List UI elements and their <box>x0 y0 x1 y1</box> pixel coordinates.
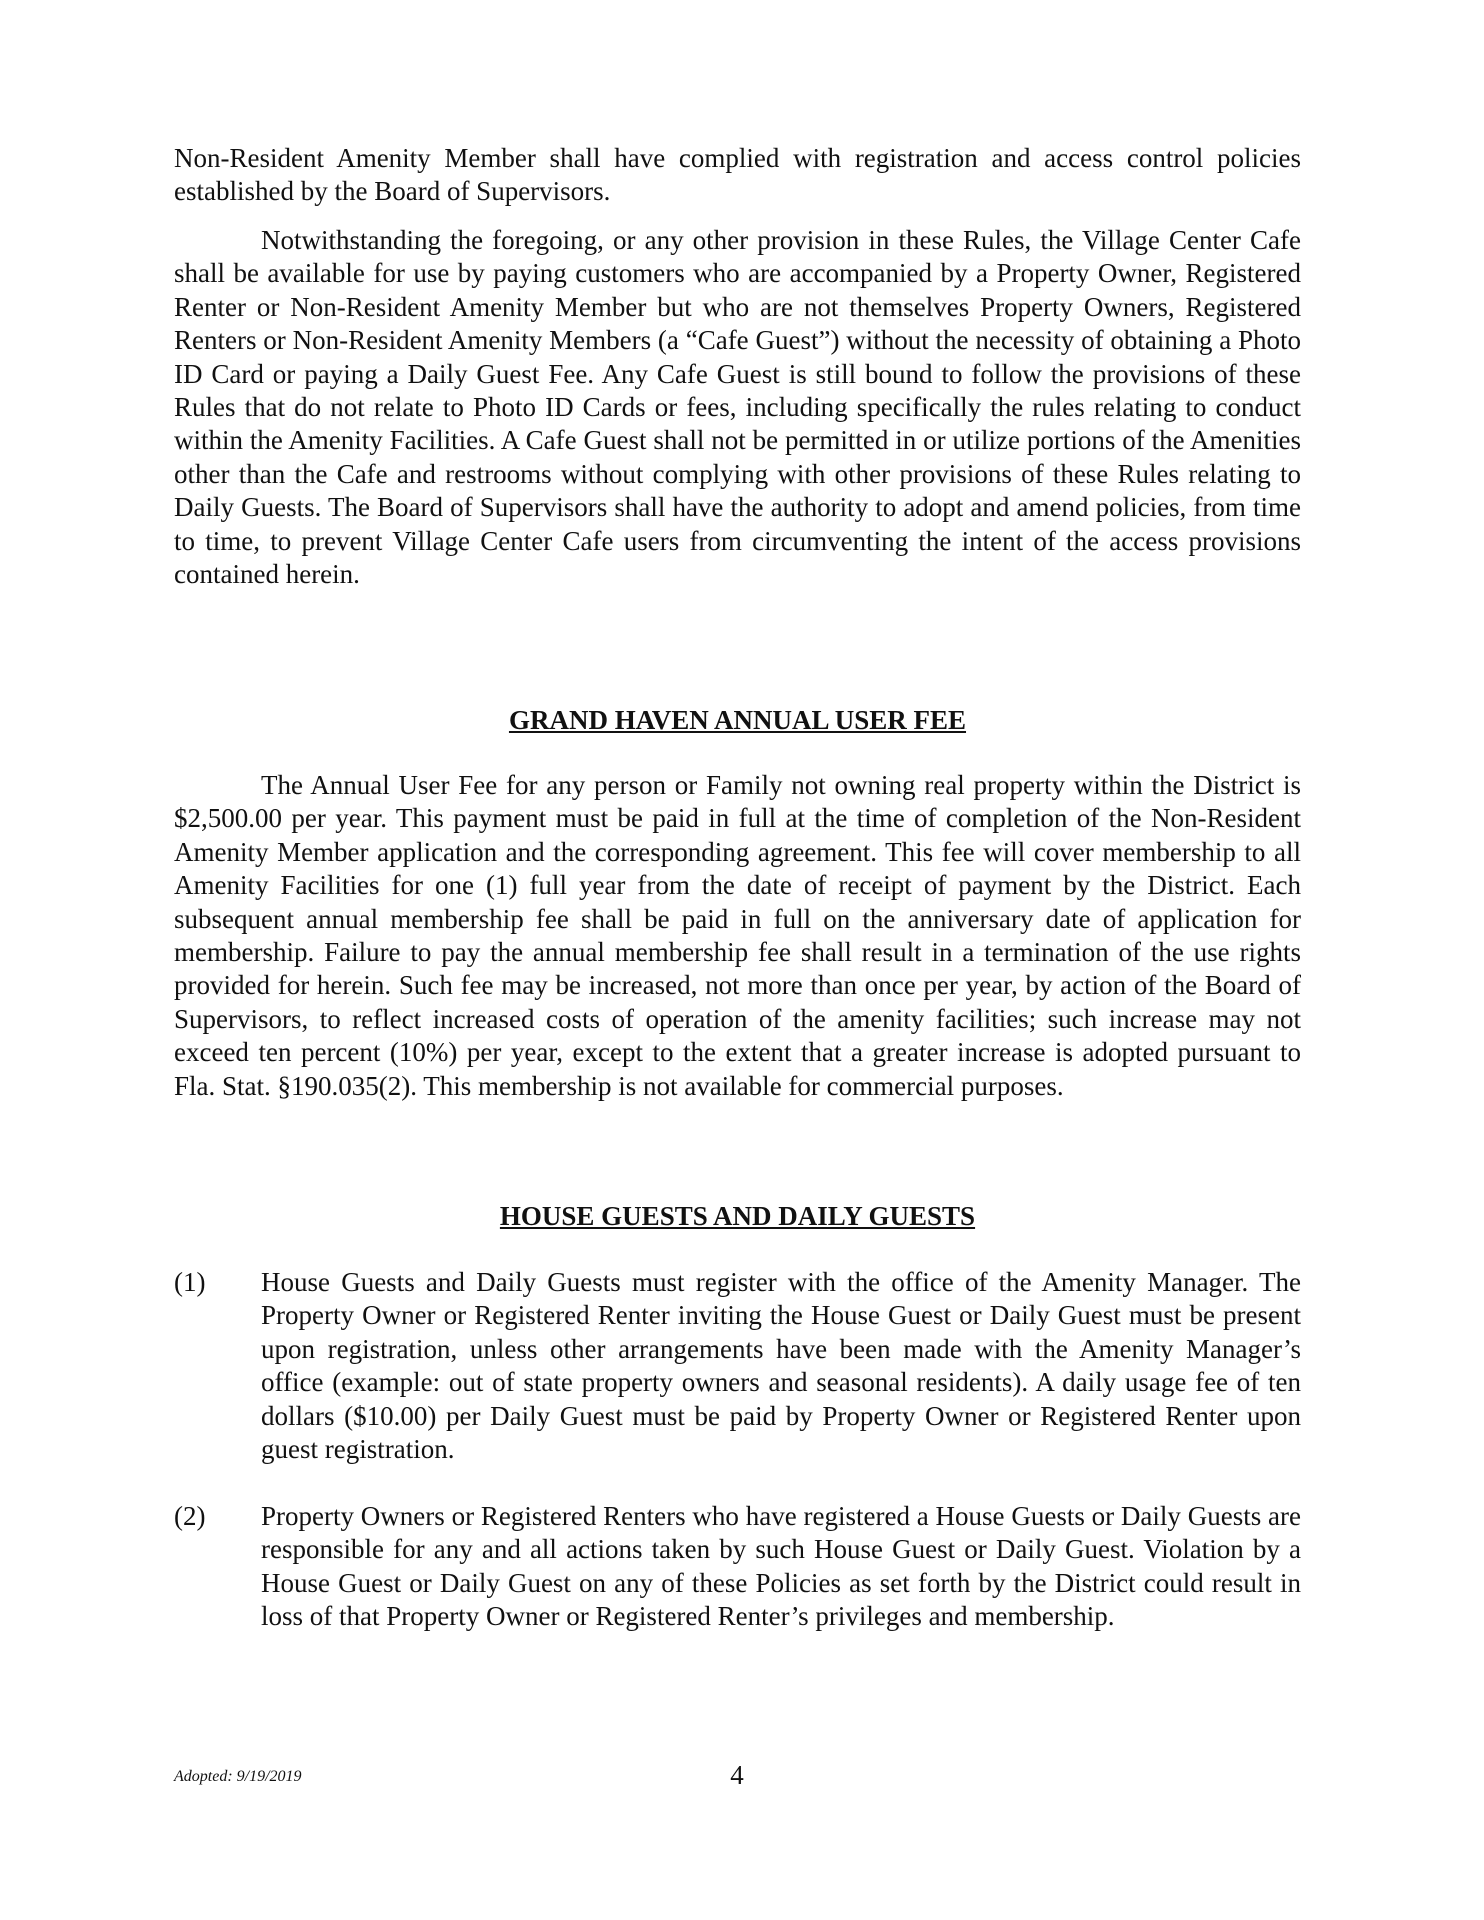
list-item <box>174 1266 1301 1466</box>
section-heading-guests: HOUSE GUESTS AND DAILY GUESTS <box>499 1201 976 1231</box>
list-item-text: House Guests and Daily Guests must register with the office of the Amenity Manager. The Property Owner or Registered Renter inviting the House Guest or Daily Guest must be present upon registration, unless other arrangements have been made with the Amenity Manager’s office (example: out of state property owners and seasonal residents). A daily usage fee of ten dollars ($10.00) per Daily Guest must be paid by Property Owner or Registered Renter upon guest registration. <box>261 1267 1301 1465</box>
page-number: 4 <box>730 1760 744 1790</box>
list-item-number: (2) <box>174 1501 206 1531</box>
list-item-number: (1) <box>174 1267 206 1297</box>
paragraph-cafe-guest: Notwithstanding the foregoing, or any other provision in these Rules, the Village Center Cafe shall be available for use by paying customers who are accompanied by a Property Owner, Registered Renter or Non-Resident Amenity Member but who are not themselves Property Owners, Registered Renters or Non-Resident Amenity Members (a “Cafe Guest”) without the necessity of obtaining a Photo ID Card or paying a Daily Guest Fee. Any Cafe Guest is still bound to follow the provisions of these Rules that do not relate to Photo ID Cards or fees, including specifically the rules relating to conduct within the Amenity Facilities. A Cafe Guest shall not be permitted in or utilize portions of the Amenities other than the Cafe and restrooms without complying with other provisions of these Rules relating to Daily Guests. The Board of Supervisors shall have the authority to adopt and amend policies, from time to time, to prevent Village Center Cafe users from circumventing the intent of the access provisions contained herein. <box>174 225 1301 590</box>
list-item-text: Property Owners or Registered Renters who have registered a House Guests or Daily Guests are responsible for any and all actions taken by such House Guest or Daily Guest. Violation by a House Guest or Daily Guest on any of these Policies as set forth by the District could result in loss of that Property Owner or Registered Renter’s privileges and membership. <box>261 1501 1301 1632</box>
paragraph-annual-fee: The Annual User Fee for any person or Family not owning real property within the District is $2,500.00 per year. This payment must be paid in full at the time of completion of the Non-Resident Amenity Member application and the corresponding agreement. This fee will cover membership to all Amenity Facilities for one (1) full year from the date of receipt of payment by the District. Each subsequent annual membership fee shall be paid in full on the anniversary date of application for membership. Failure to pay the annual membership fee shall result in a termination of the use rights provided for herein. Such fee may be increased, not more than once per year, by action of the Board of Supervisors, to reflect increased costs of operation of the amenity facilities; such increase may not exceed ten percent (10%) per year, except to the extent that a greater increase is adopted pursuant to Fla. Stat. §190.035(2). This membership is not available for commercial purposes. <box>174 770 1301 1101</box>
section-heading-annual-fee: GRAND HAVEN ANNUAL USER FEE <box>508 705 967 735</box>
footer-adopted-date: Adopted: 9/19/2019 <box>174 1768 302 1785</box>
list-item <box>174 1500 1301 1634</box>
paragraph-registration: Non-Resident Amenity Member shall have complied with registration and access control policies established by the Board of Supervisors. <box>174 143 1301 207</box>
